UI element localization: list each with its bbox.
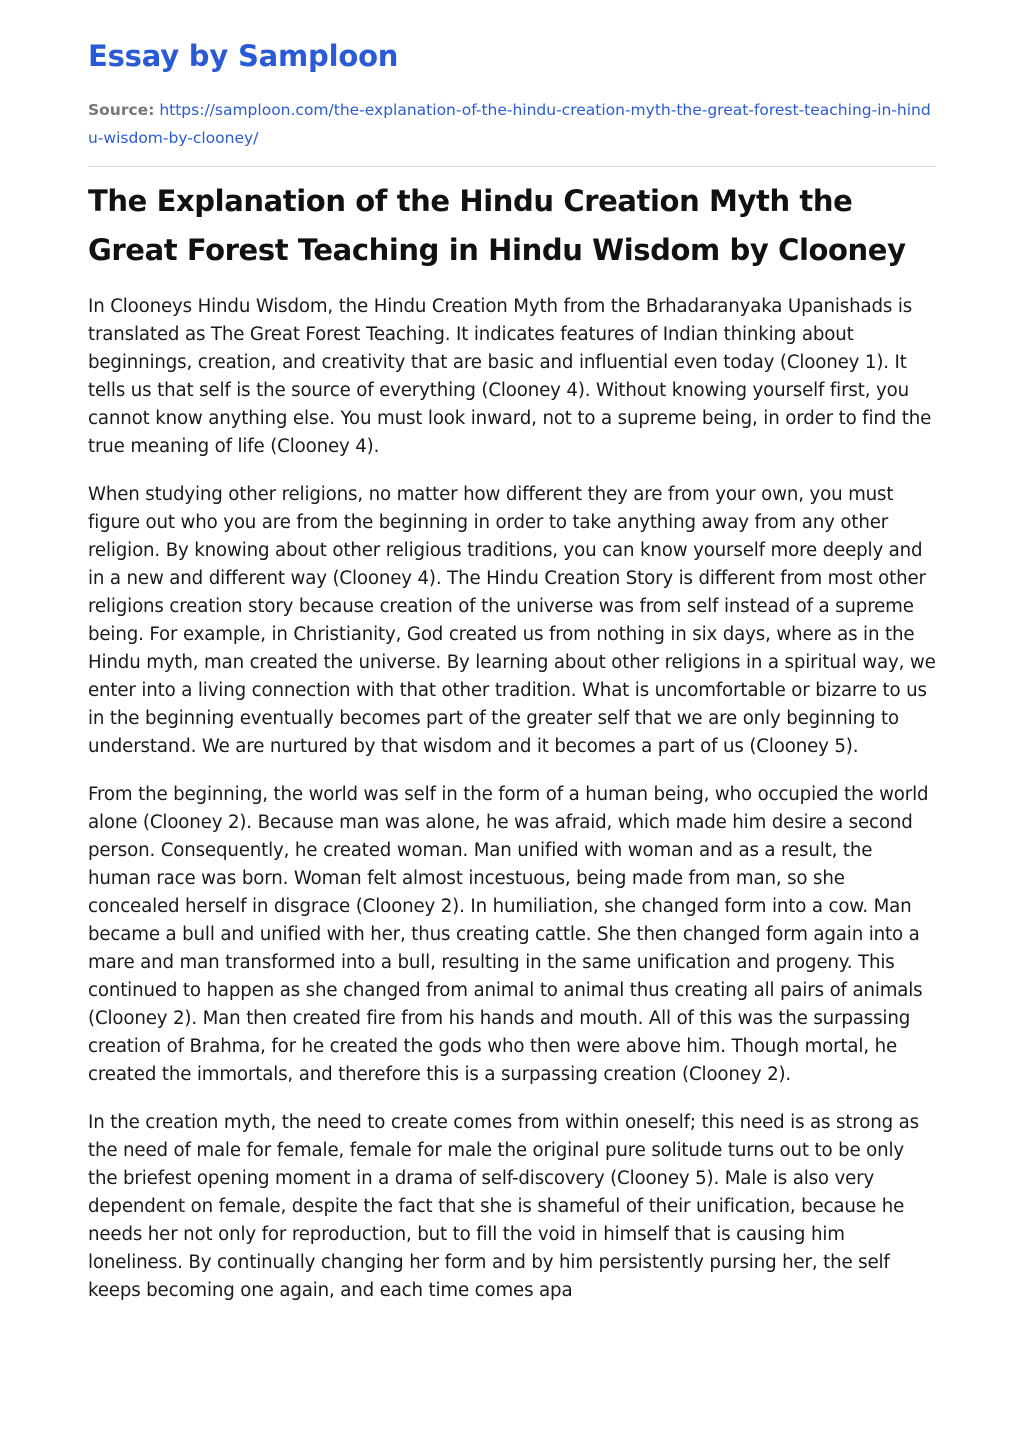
essay-paragraph-1: In Clooneys Hindu Wisdom, the Hindu Creation Myth from the Brhadaranyaka Upanishads is translated as The Great Forest Teaching. It indicates features of Indian thinking about beginnings, creation, and creativity that are basic and influential even today (Clooney 1). It tells us that self is the source of everything (Clooney 4). Without knowing yourself first, you cannot know anything else. You must look inward, not to a supreme being, in order to find the true meaning of life (Clooney 4).: [88, 296, 932, 457]
header-divider: [88, 166, 936, 167]
source-label: Source:: [88, 101, 155, 119]
essay-title: The Explanation of the Hindu Creation Myth the Great Forest Teaching in Hindu Wisdom by Clooney: [88, 184, 906, 267]
essay-body: [88, 293, 936, 1305]
essay-paragraph-2: When studying other religions, no matter how different they are from your own, you must figure out who you are from the beginning in order to take anything away from any other religion. By knowing about other religious traditions, you can know yourself more deeply and in a new and different way (Clooney 4). The Hindu Creation Story is different from most other religions creation story because creation of the universe was from self instead of a supreme being. For example, in Christianity, God created us from nothing in six days, where as in the Hindu myth, man created the universe. By learning about other religions in a spiritual way, we enter into a living connection with that other tradition. What is uncomfortable or bizarre to us in the beginning eventually becomes part of the greater self that we are only beginning to understand. We are nurtured by that wisdom and it becomes a part of us (Clooney 5).: [88, 484, 936, 757]
source-line: [88, 96, 936, 152]
essay-paragraph-4: In the creation myth, the need to create comes from within oneself; this need is as strong as the need of male for female, female for male the original pure solitude turns out to be only the briefest opening moment in a drama of self-discovery (Clooney 5). Male is also very dependent on female, despite the fact that she is shameful of their unification, because he needs her not only for reproduction, but to fill the void in himself that is causing him loneliness. By continually changing her form and by him persistently pursing her, the self keeps becoming one again, and each time comes apa: [88, 1112, 919, 1301]
source-link[interactable]: https://samploon.com/the-explanation-of-the-hindu-creation-myth-the-great-forest-teaching-in-hindu-wisdom-by-clooney/: [88, 101, 931, 147]
site-brand[interactable]: Essay by Samploon: [88, 39, 399, 73]
essay-paragraph-3: From the beginning, the world was self in the form of a human being, who occupied the world alone (Clooney 2). Because man was alone, he was afraid, which made him desire a second person. Consequently, he created woman. Man unified with woman and as a result, the human race was born. Woman felt almost incestuous, being made from man, so she concealed herself in disgrace (Clooney 2). In humiliation, she changed form into a cow. Man became a bull and unified with her, thus creating cattle. She then changed form again into a mare and man transformed into a bull, resulting in the same unification and progeny. This continued to happen as she changed from animal to animal thus creating all pairs of animals (Clooney 2). Man then created fire from his hands and mouth. All of this was the surpassing creation of Brahma, for he created the gods who then were above him. Though mortal, he created the immortals, and therefore this is a surpassing creation (Clooney 2).: [88, 784, 929, 1085]
